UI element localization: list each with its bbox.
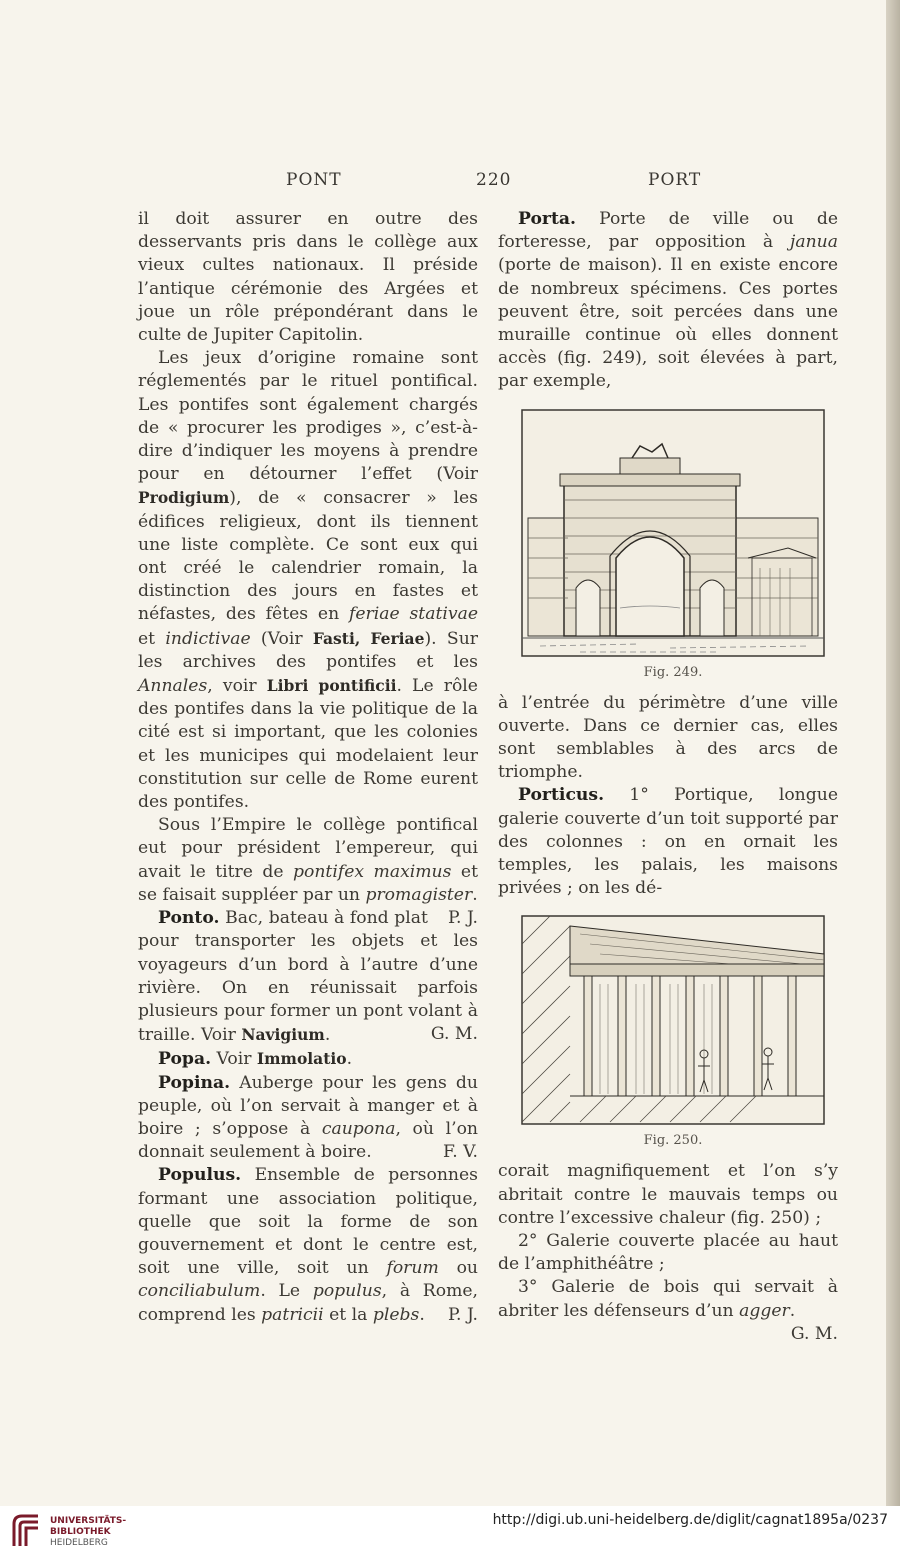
cross-reference[interactable]: Navigium [241, 1025, 325, 1045]
cross-reference[interactable]: Immolatio [256, 1049, 347, 1069]
author-signature: F. V. [442, 1142, 478, 1163]
entry-ponto: Ponto. Bac, bateau à fond plat pour transporter les objets et les voyageurs d’un bord à l’autre d’une rivière. On en réunissait parfois plusieurs pour former un pont volant à traille. Voir Navigium. G. M. [138, 908, 478, 1046]
entry-porticus-continued: corait magnifiquement et l’on s’y abritait contre le mauvais temps ou contre l’excessive chaleur (fig. 250) ; [498, 1161, 838, 1228]
figure-caption: Fig. 250. [643, 1133, 703, 1149]
entry-porta: Porta. Porte de ville ou de forteresse, par opposition à janua (porte de maison). Il en existe encore de nombreux spécimens. Ces portes peuvent être, soit percées dans une muraille continue où elles donnent accès (fig. 249), soit élevées à part, par exemple, [498, 209, 838, 392]
author-signature: P. J. [447, 908, 478, 929]
author-signature: G. M. [430, 1024, 478, 1045]
running-head [0, 170, 886, 194]
headword: Ponto. [158, 908, 220, 929]
entry-porticus: Porticus. 1° Portique, longue galerie couverte d’un toit supporté par des colonnes : on en ornait les temples, les palais, les maisons privées ; on les dé- [498, 785, 838, 899]
pontifex-paragraph-1: il doit assurer en outre des desservants pris dans le collège aux vieux cultes nationaux. Il préside l’antique cérémonie des Argées et joue un rôle prépondérant dans le culte de Jupiter Capitolin. [138, 209, 478, 346]
entry-popina: Popina. Auberge pour les gens du peuple, où l’on servait à manger et à boire ; s’oppose à caupona, où l’on donnait seulement à boire. F. V. [138, 1072, 478, 1165]
cross-reference[interactable]: Fasti, Feriae [312, 628, 425, 648]
source-url-link[interactable]: http://digi.ub.uni-heidelberg.de/diglit/cagnat1895a/0237 [492, 1512, 888, 1528]
header-left-word: PONT [286, 170, 342, 190]
pontifex-paragraph-3: Sous l’Empire le collège pontifical eut pour président l’empereur, qui avait le titre de pontifex maximus et se faisait suppléer par un promagister. P. J. [138, 814, 478, 907]
library-name: UNIVERSITÄTS- BIBLIOTHEK HEIDELBERG [50, 1516, 127, 1548]
entry-populus: Populus. Ensemble de personnes formant une association politique, quelle que soit la forme de son gouvernement et dont le centre est, soit une ville, soit un forum ou conciliabulum. Le populus, à Rome, comprend les patricii et la plebs. P. J. [138, 1164, 478, 1326]
headword: Porticus. [518, 785, 605, 806]
porticus-item-3: 3° Galerie de bois qui servait à abriter les défenseurs d’un agger. G. M. [498, 1276, 838, 1322]
author-signature: G. M. [790, 1323, 838, 1344]
headword: Popa. [158, 1049, 212, 1070]
headword: Porta. [518, 209, 577, 229]
cross-reference[interactable]: Prodigium [138, 488, 230, 508]
author-signature: P. J. [447, 1304, 478, 1325]
page-edge [886, 0, 900, 1506]
city-gate-illustration [520, 408, 826, 658]
entry-popa: Popa. Voir Immolatio. [158, 1049, 353, 1070]
figure-250 [520, 914, 826, 1150]
left-column [138, 208, 478, 1327]
page-number: 220 [476, 170, 512, 190]
headword: Popina. [158, 1072, 231, 1093]
pontifex-paragraph-2: Les jeux d’origine romaine sont réglementés par le rituel pontifical. Les pontifes sont également chargés de « procurer les prodiges », c’est-à-dire d’indiquer les moyens à prendre pour en détourner l’effet (Voir Prodigium), de « consacrer » les édifices religieux, dont ils tiennent une liste complète. Ce sont eux qui ont créé le calendrier romain, la distinction des jours en fastes et néfastes, des fêtes en feriae stativae et indictivae (Voir Fasti, Feriae). Sur les archives des pontifes et les Annales, voir Libri pontificii. Le rôle des pontifes dans la vie politique de la cité est si important, que les colonies et les municipes qui modelaient leur constitution sur celle de Rome eurent des pontifes. [138, 348, 478, 813]
portico-illustration [520, 914, 826, 1126]
library-logo-icon [10, 1510, 44, 1550]
porticus-item-2: 2° Galerie couverte placée au haut de l’amphithéâtre ; [498, 1231, 838, 1275]
entry-porta-continued: à l’entrée du périmètre d’une ville ouverte. Dans ce dernier cas, elles sont semblables à des arcs de triomphe. [498, 692, 838, 783]
right-column [498, 208, 838, 1346]
headword: Populus. [158, 1165, 242, 1186]
figure-caption: Fig. 249. [643, 664, 703, 680]
header-right-word: PORT [648, 170, 702, 190]
figure-249 [520, 408, 826, 682]
cross-reference[interactable]: Libri pontificii [266, 676, 397, 696]
